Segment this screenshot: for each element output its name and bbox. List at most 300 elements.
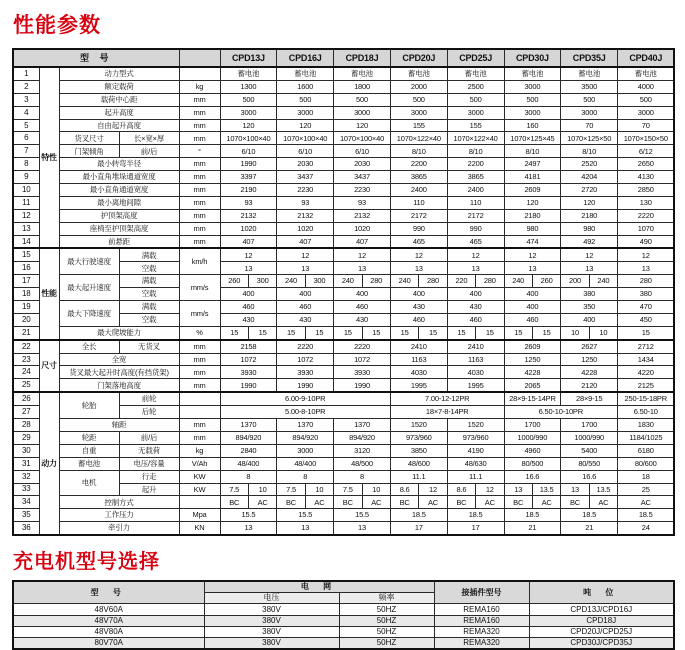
spec-value: 1520	[447, 419, 504, 432]
spec-value: 1250	[561, 353, 618, 366]
group-label: 动力	[39, 392, 59, 535]
spec-value: 13	[277, 262, 334, 275]
model-header: CPD35J	[561, 49, 618, 67]
spec-value: 4960	[504, 444, 561, 457]
charger-table	[12, 580, 675, 650]
spec-value: 1070×150×50	[618, 132, 675, 145]
unit-cell: mm	[179, 106, 220, 119]
unit-cell: KW	[179, 483, 220, 496]
row-number: 35	[13, 509, 39, 522]
spec-value: 4204	[561, 171, 618, 184]
spec-value: 18×7-8-14PR	[390, 406, 504, 419]
row-label: 控制方式	[59, 496, 179, 509]
row-label: 门架落地高度	[59, 379, 179, 392]
row-sublabel: 电压/容量	[119, 457, 179, 470]
spec-row	[13, 431, 674, 444]
spec-value: 3000	[277, 106, 334, 119]
unit-cell: mm	[179, 353, 220, 366]
spec-value: 48/400	[277, 457, 334, 470]
spec-value: 430	[390, 301, 447, 314]
spec-value: AC	[305, 496, 333, 509]
spec-value: 15	[419, 326, 447, 339]
spec-value: 3120	[334, 444, 391, 457]
spec-value: 1184/1025	[618, 431, 675, 444]
spec-value: 70	[618, 119, 675, 132]
spec-value: 15	[504, 326, 532, 339]
spec-value: 16.6	[504, 470, 561, 483]
spec-value: 2132	[277, 209, 334, 222]
model-header: CPD20J	[390, 49, 447, 67]
spec-value: 2200	[390, 158, 447, 171]
row-label: 最大爬坡能力	[59, 326, 179, 339]
spec-row	[13, 522, 674, 535]
spec-value: 300	[305, 275, 333, 288]
charger-table-header	[13, 581, 674, 604]
spec-value: AC	[476, 496, 504, 509]
spec-value: 280	[419, 275, 447, 288]
spec-value: 380	[618, 288, 675, 301]
spec-value: 2497	[504, 158, 561, 171]
spec-value: 2200	[447, 158, 504, 171]
group-label: 特性	[39, 67, 59, 248]
spec-row	[13, 444, 674, 457]
spec-value: 2030	[277, 158, 334, 171]
spec-row	[13, 392, 674, 405]
spec-value: 2520	[561, 158, 618, 171]
row-number: 17	[13, 275, 39, 288]
spec-value: BC	[277, 496, 305, 509]
spec-value: 240	[589, 275, 617, 288]
spec-value: 200	[561, 275, 589, 288]
spec-row	[13, 171, 674, 184]
spec-value: 120	[277, 119, 334, 132]
spec-value: 460	[447, 313, 504, 326]
spec-row	[13, 326, 674, 339]
spec-value: 430	[447, 301, 504, 314]
spec-value: 18.5	[447, 509, 504, 522]
spec-value: 8/10	[390, 145, 447, 158]
spec-value: 12	[561, 248, 618, 261]
spec-value: 3000	[504, 106, 561, 119]
spec-value: 460	[334, 301, 391, 314]
spec-value: 蓄电池	[390, 67, 447, 80]
spec-value: 2125	[618, 379, 675, 392]
row-number: 8	[13, 158, 39, 171]
spec-value: 430	[334, 313, 391, 326]
spec-value: 4030	[447, 366, 504, 379]
spec-value: 400	[447, 288, 504, 301]
unit-cell: mm	[179, 379, 220, 392]
spec-value: 蓄电池	[504, 67, 561, 80]
spec-value: 1700	[561, 419, 618, 432]
charger-section-title: 充电机型号选择	[13, 551, 160, 574]
unit-cell	[179, 392, 220, 405]
spec-value: 5400	[561, 444, 618, 457]
spec-value: 18.5	[618, 509, 675, 522]
row-number: 10	[13, 184, 39, 197]
spec-value: 1070	[618, 222, 675, 235]
spec-value: 12	[419, 483, 447, 496]
spec-value: 980	[504, 222, 561, 235]
spec-value: 2190	[220, 184, 277, 197]
spec-value: 93	[277, 196, 334, 209]
spec-row	[13, 209, 674, 222]
spec-value: 3000	[447, 106, 504, 119]
spec-value: 6/12	[618, 145, 675, 158]
spec-value: 13	[504, 262, 561, 275]
grid-frequency: 50HZ	[339, 604, 434, 615]
spec-value: 460	[220, 301, 277, 314]
spec-value: 1020	[220, 222, 277, 235]
spec-value: 4228	[561, 366, 618, 379]
row-number: 5	[13, 119, 39, 132]
spec-value: 4030	[390, 366, 447, 379]
row-label: 最小直角堆垛通道宽度	[59, 171, 179, 184]
row-sublabel: 满载	[119, 248, 179, 261]
spec-value: 1072	[220, 353, 277, 366]
spec-value: 2720	[561, 184, 618, 197]
spec-value: 1000/990	[504, 431, 561, 444]
spec-value: 11.1	[390, 470, 447, 483]
spec-value: 460	[277, 301, 334, 314]
spec-value: 380	[561, 288, 618, 301]
spec-value: 13	[277, 522, 334, 535]
row-label: 工作压力	[59, 509, 179, 522]
group-label: 性能	[39, 248, 59, 339]
row-number: 6	[13, 132, 39, 145]
spec-row	[13, 132, 674, 145]
row-number: 12	[13, 209, 39, 222]
spec-value: 80/500	[504, 457, 561, 470]
unit-cell: mm	[179, 235, 220, 248]
spec-value: 13	[447, 262, 504, 275]
spec-value: 130	[618, 196, 675, 209]
spec-value: 240	[277, 275, 305, 288]
spec-value: 400	[504, 301, 561, 314]
row-label: 自重	[59, 444, 119, 457]
row-sublabel: 无货叉	[119, 340, 179, 353]
spec-value: 220	[447, 275, 475, 288]
spec-value: 15	[220, 326, 248, 339]
spec-value: 980	[561, 222, 618, 235]
charger-model: 48V70A	[13, 615, 204, 626]
spec-value: AC	[589, 496, 617, 509]
spec-value: 430	[220, 313, 277, 326]
spec-value: 18	[618, 470, 675, 483]
spec-value: 12	[220, 248, 277, 261]
spec-value: 350	[561, 301, 618, 314]
spec-value: 18.5	[390, 509, 447, 522]
spec-value: 3930	[277, 366, 334, 379]
spec-value: 6/10	[220, 145, 277, 158]
spec-value: 3930	[220, 366, 277, 379]
spec-value: 1072	[277, 353, 334, 366]
spec-value: 13	[390, 262, 447, 275]
spec-value: 400	[390, 288, 447, 301]
row-label: 最大下降速度	[59, 301, 119, 327]
spec-value: 500	[504, 93, 561, 106]
spec-value: 13	[220, 262, 277, 275]
spec-value: 500	[618, 93, 675, 106]
grid-voltage: 380V	[204, 604, 339, 615]
row-number: 24	[13, 366, 39, 379]
spec-value: 400	[277, 288, 334, 301]
spec-value: 3865	[390, 171, 447, 184]
charger-row	[13, 615, 674, 626]
spec-value: 蓄电池	[277, 67, 334, 80]
spec-value: 2609	[504, 340, 561, 353]
grid-frequency: 50HZ	[339, 638, 434, 650]
model-header: CPD40J	[618, 49, 675, 67]
row-number: 16	[13, 262, 39, 275]
spec-row	[13, 419, 674, 432]
spec-value: 894/920	[277, 431, 334, 444]
spec-row	[13, 340, 674, 353]
spec-value: 973/960	[447, 431, 504, 444]
row-label: 最小离地间隙	[59, 196, 179, 209]
spec-value: 16.6	[561, 470, 618, 483]
spec-value: 2220	[618, 209, 675, 222]
spec-value: 2712	[618, 340, 675, 353]
charger-row	[13, 638, 674, 650]
spec-value: BC	[334, 496, 362, 509]
spec-value: 11.1	[447, 470, 504, 483]
spec-value: 4228	[504, 366, 561, 379]
spec-value: 2609	[504, 184, 561, 197]
spec-value: 12	[334, 248, 391, 261]
spec-value: 1990	[220, 158, 277, 171]
spec-value: 8.6	[390, 483, 418, 496]
row-sublabel: 满载	[119, 275, 179, 288]
spec-value: 4130	[618, 171, 675, 184]
unit-cell: mm	[179, 209, 220, 222]
spec-value: AC	[362, 496, 390, 509]
row-label: 牵引力	[59, 522, 179, 535]
spec-value: 500	[334, 93, 391, 106]
unit-cell: kg	[179, 444, 220, 457]
unit-column-header	[179, 49, 220, 67]
row-number: 19	[13, 301, 39, 314]
unit-cell: %	[179, 326, 220, 339]
spec-value: 1020	[334, 222, 391, 235]
unit-cell: °	[179, 145, 220, 158]
spec-value: 18.5	[561, 509, 618, 522]
spec-value: 2030	[334, 158, 391, 171]
charger-col-frequency: 频率	[339, 593, 434, 604]
spec-value: 460	[390, 313, 447, 326]
spec-value: 155	[390, 119, 447, 132]
spec-value: 250-15-18PR	[618, 392, 675, 405]
model-header: CPD18J	[334, 49, 391, 67]
spec-value: 13	[561, 262, 618, 275]
charger-model: 48V80A	[13, 626, 204, 637]
spec-value: 15.5	[220, 509, 277, 522]
model-header: CPD13J	[220, 49, 277, 67]
spec-value: 1070×100×40	[277, 132, 334, 145]
spec-value: 2180	[504, 209, 561, 222]
spec-value: 2000	[390, 80, 447, 93]
spec-value: 4190	[447, 444, 504, 457]
spec-value: 465	[447, 235, 504, 248]
tonnage: CPD30J/CPD35J	[529, 638, 674, 650]
spec-value: 12	[447, 248, 504, 261]
grid-frequency: 50HZ	[339, 626, 434, 637]
spec-value: 260	[532, 275, 560, 288]
spec-value: 2065	[504, 379, 561, 392]
spec-value: 蓄电池	[220, 67, 277, 80]
row-number: 3	[13, 93, 39, 106]
row-label: 自由起升高度	[59, 119, 179, 132]
tonnage: CPD20J/CPD25J	[529, 626, 674, 637]
spec-value: 1370	[277, 419, 334, 432]
spec-value: 2172	[447, 209, 504, 222]
spec-value: 990	[447, 222, 504, 235]
spec-value: 2172	[390, 209, 447, 222]
spec-value: 15	[447, 326, 475, 339]
spec-value: 973/960	[390, 431, 447, 444]
spec-value: 93	[220, 196, 277, 209]
spec-value: 1990	[220, 379, 277, 392]
spec-table-body	[13, 67, 674, 535]
spec-value: 12	[504, 248, 561, 261]
row-number: 9	[13, 171, 39, 184]
spec-value: 280	[362, 275, 390, 288]
spec-value: 2500	[447, 80, 504, 93]
spec-value: 48/600	[390, 457, 447, 470]
row-sublabel: 前轮	[119, 392, 179, 405]
row-label: 轮胎	[59, 392, 119, 418]
spec-value: 7.5	[277, 483, 305, 496]
spec-value: 48/400	[220, 457, 277, 470]
spec-value: 15	[362, 326, 390, 339]
row-number: 25	[13, 379, 39, 392]
charger-row	[13, 604, 674, 615]
unit-cell: mm	[179, 222, 220, 235]
spec-value: 300	[248, 275, 276, 288]
connector-model: REMA160	[434, 615, 529, 626]
spec-value: 2410	[447, 340, 504, 353]
row-number: 31	[13, 457, 39, 470]
row-number: 7	[13, 145, 39, 158]
spec-value: 15	[476, 326, 504, 339]
spec-value: 1163	[390, 353, 447, 366]
spec-value: 3000	[561, 106, 618, 119]
spec-value: 280	[476, 275, 504, 288]
spec-value: 1163	[447, 353, 504, 366]
spec-value: 3865	[447, 171, 504, 184]
spec-table-header	[13, 49, 674, 67]
page-title: 性能参数	[13, 14, 101, 37]
spec-value: 2627	[561, 340, 618, 353]
spec-value: 1000/990	[561, 431, 618, 444]
row-sublabel: 后轮	[119, 406, 179, 419]
spec-value: 1370	[220, 419, 277, 432]
spec-value: 400	[561, 313, 618, 326]
spec-value: 2410	[390, 340, 447, 353]
unit-cell: mm	[179, 340, 220, 353]
spec-value: BC	[561, 496, 589, 509]
spec-value: 6/10	[334, 145, 391, 158]
spec-value: 10	[561, 326, 589, 339]
spec-value: 1800	[334, 80, 391, 93]
row-number: 15	[13, 248, 39, 261]
row-number: 11	[13, 196, 39, 209]
row-sublabel: 前/后	[119, 145, 179, 158]
unit-cell	[179, 496, 220, 509]
charger-row	[13, 626, 674, 637]
row-sublabel: 起升	[119, 483, 179, 496]
row-label: 货叉最大起升时高度(有挡货架)	[59, 366, 179, 379]
spec-value: 470	[618, 301, 675, 314]
spec-value: 3000	[277, 444, 334, 457]
row-number: 34	[13, 496, 39, 509]
spec-value: 1600	[277, 80, 334, 93]
spec-value: 蓄电池	[334, 67, 391, 80]
spec-value: 2158	[220, 340, 277, 353]
spec-value: 15	[390, 326, 418, 339]
spec-value: BC	[220, 496, 248, 509]
unit-cell	[179, 67, 220, 80]
spec-value: 400	[334, 288, 391, 301]
spec-value: 120	[504, 196, 561, 209]
model-corner-header: 型 号	[13, 49, 179, 67]
unit-cell: mm	[179, 132, 220, 145]
spec-value: 13	[334, 522, 391, 535]
spec-value: 2850	[618, 184, 675, 197]
connector-model: REMA320	[434, 626, 529, 637]
spec-value: 70	[561, 119, 618, 132]
charger-model: 80V70A	[13, 638, 204, 650]
spec-value: 2132	[220, 209, 277, 222]
spec-value: 8	[334, 470, 391, 483]
spec-row	[13, 93, 674, 106]
charger-col-tonnage: 吨 位	[529, 581, 674, 604]
spec-value: 3000	[390, 106, 447, 119]
row-sublabel: 满载	[119, 301, 179, 314]
spec-value: 1070×125×45	[504, 132, 561, 145]
spec-value: 8	[277, 470, 334, 483]
unit-cell: mm	[179, 196, 220, 209]
row-label: 轴距	[59, 419, 179, 432]
row-sublabel: 空载	[119, 313, 179, 326]
spec-value: 500	[220, 93, 277, 106]
spec-value: 1520	[390, 419, 447, 432]
spec-value: 蓄电池	[561, 67, 618, 80]
spec-value: 7.00-12-12PR	[390, 392, 504, 405]
spec-value: 6/10	[277, 145, 334, 158]
spec-value: 2400	[390, 184, 447, 197]
model-header: CPD30J	[504, 49, 561, 67]
spec-value: AC	[532, 496, 560, 509]
row-label: 护顶架高度	[59, 209, 179, 222]
spec-value: 460	[504, 313, 561, 326]
grid-voltage: 380V	[204, 615, 339, 626]
spec-value: 10	[589, 326, 617, 339]
spec-value: 400	[220, 288, 277, 301]
spec-row	[13, 67, 674, 80]
spec-row	[13, 248, 674, 261]
spec-value: 12	[277, 248, 334, 261]
spec-value: 894/920	[220, 431, 277, 444]
spec-value: 10	[362, 483, 390, 496]
unit-cell: Mpa	[179, 509, 220, 522]
spec-row	[13, 119, 674, 132]
spec-value: 13	[561, 483, 589, 496]
spec-value: 1072	[334, 353, 391, 366]
spec-value: 15	[305, 326, 333, 339]
spec-row	[13, 158, 674, 171]
spec-value: 500	[561, 93, 618, 106]
